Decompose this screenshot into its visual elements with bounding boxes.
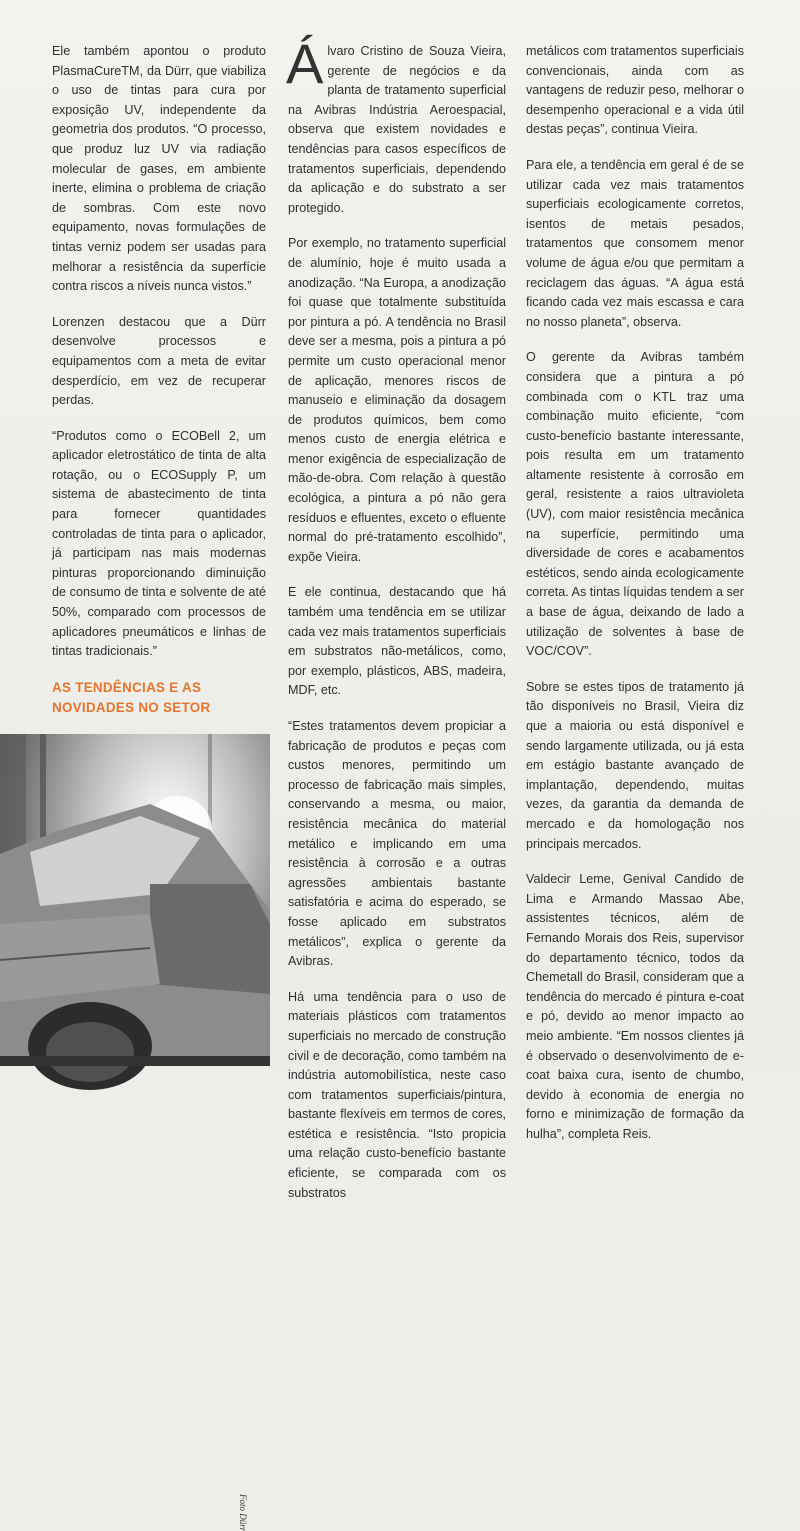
car-body-photo	[0, 734, 270, 1531]
car-body-illustration	[0, 734, 270, 1066]
paragraph: Para ele, a tendência em geral é de se utilizar cada vez mais tratamentos superficiais ecologicamente corretos, isentos de metais pesados, tratamentos que consomem menor volume de água e/ou que permitam a reciclagem das águas. “A água está ficando cada vez mais escassa e cara no nosso planeta”, observa.	[526, 157, 744, 329]
paragraph: “Produtos como o ECOBell 2, um aplicador eletrostático de tinta de alta rotação, ou o ECOSupply P, um sistema de abastecimento de tinta para fornecer quantidades controladas de tinta para o aplicador, já participam nas mais modernas pinturas proporcionando diminuição de consumo de tinta e solvente de até 50%, comparado com processos de aplicadores pneumáticos e linhas de tintas tradicionais.”	[52, 428, 266, 659]
paragraph: Lorenzen destacou que a Dürr desenvolve processos e equipamentos com a meta de evitar desperdício, em vez de recuperar perdas.	[52, 314, 266, 408]
paragraph: Valdecir Leme, Genival Candido de Lima e Armando Massao Abe, assistentes técnicos, além de Fernando Morais dos Reis, supervisor do departamento técnico, todos da Chemetall do Brasil, consideram que a tendência do mercado é pintura e-coat e pó, devido ao menor impacto ao meio ambiente. “Em nossos clientes já é observado o desenvolvimento de e-coat baixa cura, isento de chumbo, devido à economia de energia no forno e minimização de formação da hulha”, completa Reis.	[526, 872, 744, 1141]
paragraph: metálicos com tratamentos superficiais convencionais, ainda com as vantagens de reduzir peso, melhorar o desempenho operacional e a vida útil destas peças”, continua Vieira.	[526, 44, 744, 137]
section-heading-line-2: NOVIDADES NO SETOR	[52, 699, 211, 715]
paragraph: O gerente da Avibras também considera que a pintura a pó combinada com o KTL traz uma combinação muito eficiente, “com custo-benefício bastante interessante, pois resulta em um tratamento altamente resistente à corrosão em geral, resistente a raios ultravioleta (UV), com maior resistência mecânica na superfície, permitindo uma diversidade de cores e acabamentos estéticos, sendo ainda ecologicamente correta. As tintas líquidas tendem a ser a base de água, deixando de lado a utilização de solventes à base de VOC/COV”.	[526, 350, 744, 659]
paragraph-text: lvaro Cristino de Souza Vieira, gerente de negócios e da planta de tratamento superficial na Avibras Indústria Aeroespacial, observa que existem novidades e tendências para casos específicos de tratamentos superficiais, dependendo da aplicação e do substrato a ser protegido.	[288, 44, 506, 215]
section-heading-line-1: AS TENDÊNCIAS E AS	[52, 679, 202, 695]
text-column-right	[526, 42, 744, 1160]
paragraph: Por exemplo, no tratamento superficial de alumínio, hoje é muito usada a anodização. “Na Europa, a anodização foi quase que totalmente substituída por pintura a pó. A tendência no Brasil deve ser a mesma, pois a pintura a pó permite um custo operacional menor de aplicação, menores riscos de manuseio e eliminação da dosagem de produtos químicos, bem como menos custo de energia elétrica e menor exigência de especialização de mão-de-obra. Com relação à questão ecológica, a pintura a pó não gera resíduos e efluentes, exceto o efluente normal do pré-tratamento escolhido”, expõe Vieira.	[288, 236, 506, 564]
paragraph: E ele continua, destacando que há também uma tendência em se utilizar cada vez mais tratamentos superficiais em substratos não-metálicos, como, por exemplo, plásticos, ABS, madeira, MDF, etc.	[288, 585, 506, 698]
text-column-left	[52, 42, 266, 850]
paragraph: Sobre se estes tipos de tratamento já tão disponíveis no Brasil, Vieira diz que a maioria ou está disponível e sendo largamente utilizada, ou já esta em estágio bastante avançado de implantação, dependendo, muitas vezes, da garantia da demanda de mercado e da homologação nos principais mercados.	[526, 679, 744, 851]
photo-credit: Foto Dürr	[238, 1494, 248, 1531]
paragraph: Ele também apontou o produto PlasmaCureTM, da Dürr, que viabiliza o uso de tintas para cura por exposição UV, independente da geometria dos produtos. “O processo, que produz luz UV via radiação molecular de gases, em ambiente inerte, elimina o problema de criação de sombras. Com este novo equipamento, novas formulações de tintas verniz podem ser usadas para melhorar a resistência da superfície contra riscos a níveis nunca vistos.”	[52, 44, 266, 294]
text-column-middle	[286, 32, 506, 1219]
paragraph	[286, 32, 506, 218]
paragraph: Há uma tendência para o uso de materiais plásticos com tratamentos superficiais no mercado de construção civil e de decoração, como também na indústria automobilística, neste caso com tratamentos superficiais/pintura, bastante flexíveis em termos de cores, estética e resistência. “Isto propicia uma relação custo-benefício bastante eficiente, se comparada com os substratos	[288, 989, 506, 1200]
drop-cap: Á	[286, 32, 324, 95]
paragraph: “Estes tratamentos devem propiciar a fabricação de produtos e peças com custos menores, permitindo um processo de fabricação mais simples, conservando a mesma, ou maior, resistência mecânica do material metálico e implicando em uma resistência à corrosão e a outras agressões ambientais bastante satisfatória e acima do esperado, se fosse aplicado em substratos metálicos”, explica o gerente da Avibras.	[288, 719, 506, 969]
section-heading	[52, 678, 266, 718]
